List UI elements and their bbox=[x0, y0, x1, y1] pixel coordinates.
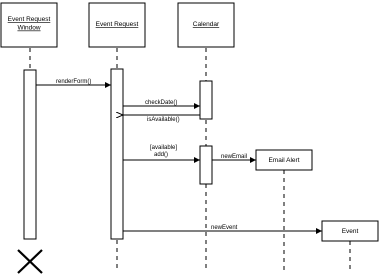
message-label-new-event: newEvent bbox=[211, 225, 238, 231]
message-guard-available: [available] bbox=[150, 145, 178, 151]
participant-calendar bbox=[178, 3, 234, 47]
participant-label: Window bbox=[17, 24, 41, 32]
activation-calendar-add bbox=[200, 146, 212, 184]
message-label-render-form: renderForm() bbox=[56, 79, 92, 85]
participant-event-request-window bbox=[1, 3, 57, 47]
participant-email-alert bbox=[256, 150, 312, 170]
message-label-new-email: newEmail bbox=[221, 154, 248, 160]
activation-calendar-check bbox=[200, 81, 212, 119]
destroy-icon bbox=[18, 250, 42, 273]
participant-label: Event Request bbox=[95, 21, 139, 28]
activation-event-request-window bbox=[24, 70, 36, 239]
message-label-check-date: checkDate() bbox=[145, 100, 178, 106]
participant-label: Email Alert bbox=[268, 157, 300, 164]
participant-event bbox=[322, 221, 378, 241]
participant-label: Event bbox=[341, 228, 359, 235]
message-label-add: add() bbox=[154, 152, 169, 158]
message-label-is-available: isAvailable() bbox=[147, 117, 180, 123]
participant-label: Calendar bbox=[192, 21, 220, 28]
participant-event-request bbox=[89, 3, 145, 47]
activation-event-request bbox=[111, 69, 123, 239]
participant-label: Event Request bbox=[7, 16, 51, 23]
